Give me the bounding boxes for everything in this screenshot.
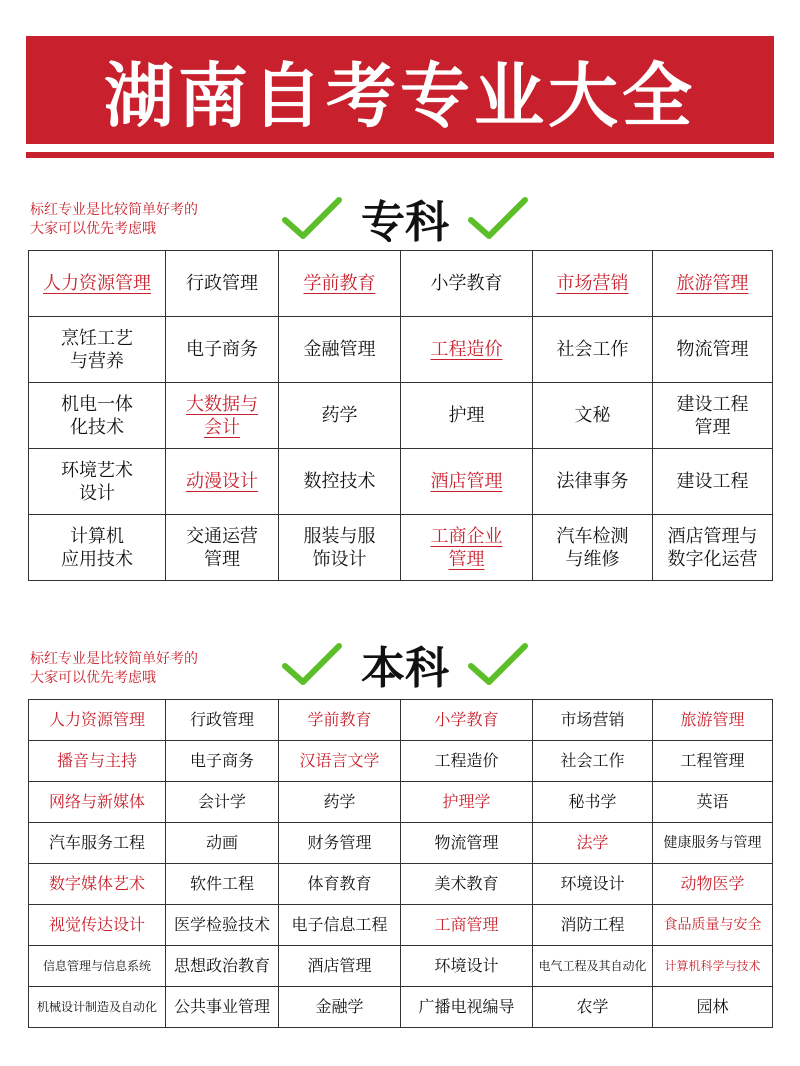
- zhuanke-major-table: [28, 250, 773, 581]
- major-name: 消防工程: [560, 915, 625, 934]
- major-cell: [279, 741, 401, 782]
- major-name: 工程管理: [680, 751, 745, 770]
- major-name: 社会工作: [560, 751, 625, 770]
- major-cell: [166, 782, 279, 823]
- major-cell: [279, 700, 401, 741]
- major-cell: [401, 905, 533, 946]
- major-cell: [653, 251, 773, 317]
- benke-note-line2: 大家可以优先考虑哦: [30, 670, 156, 686]
- major-cell: [653, 987, 773, 1028]
- major-cell: [279, 383, 401, 449]
- benke-heading: [270, 634, 540, 694]
- major-name: 体育教育: [307, 874, 372, 893]
- major-name: 会计学: [197, 792, 246, 811]
- major-cell: [533, 864, 653, 905]
- zhuanke-note: [30, 201, 250, 239]
- major-cell: [29, 946, 166, 987]
- major-name: 人力资源管理: [43, 273, 151, 294]
- major-name: 汉语言文学: [299, 751, 380, 770]
- major-cell: [29, 823, 166, 864]
- major-cell: [653, 823, 773, 864]
- major-name: 汽车服务工程: [48, 833, 145, 852]
- table-row: [29, 823, 773, 864]
- major-name: 环境设计: [434, 956, 499, 975]
- table-row: [29, 864, 773, 905]
- major-cell: [166, 700, 279, 741]
- major-name: 小学教育: [434, 710, 499, 729]
- major-cell: [401, 317, 533, 383]
- major-name: 药学: [323, 792, 356, 811]
- major-cell: [166, 251, 279, 317]
- major-cell: [29, 741, 166, 782]
- major-name: 文秘: [574, 405, 611, 426]
- major-cell: [166, 515, 279, 581]
- major-name: 学前教育: [307, 710, 372, 729]
- major-name: 行政管理: [186, 273, 258, 294]
- major-cell: [29, 383, 166, 449]
- major-name: 交通运营: [186, 525, 258, 547]
- major-cell: [653, 317, 773, 383]
- check-icon: [281, 642, 343, 686]
- check-icon: [467, 196, 529, 240]
- major-name: 药学: [321, 405, 358, 426]
- major-cell: [401, 987, 533, 1028]
- major-name: 数控技术: [303, 471, 376, 492]
- table-row: [29, 782, 773, 823]
- major-name: 汽车检测: [556, 525, 629, 547]
- major-cell: [279, 823, 401, 864]
- major-name: 酒店管理: [307, 956, 372, 975]
- major-cell: [279, 946, 401, 987]
- major-name: 思想政治教育: [173, 956, 270, 975]
- major-name: 工商企业: [430, 525, 503, 547]
- major-name: 应用技术: [61, 548, 133, 570]
- major-name: 金融管理: [303, 339, 376, 360]
- major-cell: [401, 823, 533, 864]
- major-cell: [29, 317, 166, 383]
- major-name: 计算机科学与技术: [664, 959, 761, 973]
- major-name: 服装与服: [303, 525, 376, 547]
- major-name: 管理: [694, 416, 731, 438]
- major-cell: [533, 946, 653, 987]
- major-name: 公共事业管理: [173, 997, 270, 1016]
- major-cell: [533, 449, 653, 515]
- major-cell: [29, 864, 166, 905]
- major-name: 管理: [204, 548, 240, 570]
- major-name: 大数据与: [186, 393, 258, 415]
- major-name: 财务管理: [307, 833, 372, 852]
- major-cell: [653, 383, 773, 449]
- major-name: 建设工程: [676, 393, 749, 415]
- major-name: 人力资源管理: [48, 710, 145, 729]
- major-cell: [279, 987, 401, 1028]
- zhuanke-label: 专科: [361, 197, 449, 248]
- major-cell: [533, 700, 653, 741]
- table-row: [29, 987, 773, 1028]
- major-cell: [533, 317, 653, 383]
- major-cell: [533, 251, 653, 317]
- major-name: 学前教育: [303, 273, 376, 294]
- major-cell: [401, 741, 533, 782]
- major-name: 行政管理: [189, 710, 254, 729]
- benke-major-table: [28, 699, 773, 1028]
- major-cell: [166, 741, 279, 782]
- major-name: 法学: [576, 833, 609, 852]
- major-cell: [29, 449, 166, 515]
- major-cell: [166, 317, 279, 383]
- major-cell: [401, 449, 533, 515]
- table-row: [29, 946, 773, 987]
- major-cell: [653, 905, 773, 946]
- zhuanke-note-line2: 大家可以优先考虑哦: [30, 221, 156, 237]
- table-row: [29, 251, 773, 317]
- major-name: 播音与主持: [56, 751, 137, 770]
- table-row: [29, 515, 773, 581]
- major-cell: [166, 449, 279, 515]
- major-name: 酒店管理: [430, 471, 503, 492]
- major-name: 法律事务: [556, 471, 629, 492]
- major-cell: [401, 700, 533, 741]
- major-cell: [166, 946, 279, 987]
- major-name: 园林: [696, 997, 729, 1016]
- major-cell: [29, 251, 166, 317]
- major-cell: [166, 905, 279, 946]
- major-name: 护理学: [442, 792, 491, 811]
- major-name: 旅游管理: [676, 273, 749, 294]
- check-icon: [281, 196, 343, 240]
- major-name: 旅游管理: [680, 710, 745, 729]
- major-cell: [29, 987, 166, 1028]
- major-name: 小学教育: [430, 273, 503, 294]
- major-cell: [653, 946, 773, 987]
- major-cell: [401, 251, 533, 317]
- table-row: [29, 700, 773, 741]
- major-name: 烹饪工艺: [61, 327, 133, 349]
- table-row: [29, 317, 773, 383]
- major-name: 数字化运营: [667, 548, 758, 570]
- major-name: 建设工程: [676, 471, 749, 492]
- zhuanke-heading: [270, 188, 540, 248]
- major-name: 视觉传达设计: [48, 915, 145, 934]
- major-name: 工商管理: [434, 915, 499, 934]
- table-row: [29, 383, 773, 449]
- major-name: 与维修: [565, 548, 620, 570]
- major-cell: [653, 515, 773, 581]
- major-name: 市场营销: [560, 710, 625, 729]
- major-cell: [653, 741, 773, 782]
- major-cell: [533, 823, 653, 864]
- major-name: 电气工程及其自动化: [538, 959, 647, 973]
- major-name: 食品质量与安全: [663, 917, 762, 933]
- major-name: 动画: [205, 833, 238, 852]
- major-cell: [401, 782, 533, 823]
- major-cell: [29, 782, 166, 823]
- major-name: 医学检验技术: [173, 915, 270, 934]
- title-banner: [26, 36, 774, 144]
- major-name: 物流管理: [676, 339, 749, 360]
- major-name: 会计: [204, 416, 240, 438]
- major-cell: [533, 741, 653, 782]
- title-underline: [26, 152, 774, 158]
- major-name: 信息管理与信息系统: [42, 959, 151, 973]
- zhuanke-note-line1: 标红专业是比较简单好考的: [30, 202, 198, 218]
- major-cell: [279, 515, 401, 581]
- major-cell: [401, 864, 533, 905]
- major-name: 化技术: [70, 416, 124, 438]
- major-name: 市场营销: [556, 273, 629, 294]
- major-name: 机械设计制造及自动化: [36, 1000, 157, 1014]
- major-cell: [401, 515, 533, 581]
- check-icon: [467, 642, 529, 686]
- major-cell: [533, 515, 653, 581]
- major-name: 秘书学: [568, 792, 617, 811]
- major-name: 数字媒体艺术: [48, 874, 145, 893]
- major-name: 电子商务: [186, 339, 258, 360]
- major-cell: [166, 383, 279, 449]
- major-cell: [166, 987, 279, 1028]
- major-name: 环境设计: [560, 874, 625, 893]
- major-cell: [279, 864, 401, 905]
- benke-label: 本科: [361, 643, 449, 694]
- major-cell: [533, 383, 653, 449]
- major-name: 与营养: [70, 350, 124, 372]
- major-cell: [653, 700, 773, 741]
- major-name: 动物医学: [680, 874, 745, 893]
- major-name: 工程造价: [430, 339, 503, 360]
- major-name: 美术教育: [434, 874, 499, 893]
- major-cell: [279, 449, 401, 515]
- major-cell: [29, 905, 166, 946]
- benke-note-line1: 标红专业是比较简单好考的: [30, 651, 198, 667]
- table-row: [29, 741, 773, 782]
- major-name: 物流管理: [434, 833, 499, 852]
- major-name: 农学: [576, 997, 609, 1016]
- benke-note: [30, 650, 250, 688]
- major-cell: [653, 864, 773, 905]
- major-cell: [401, 383, 533, 449]
- major-cell: [166, 823, 279, 864]
- major-name: 健康服务与管理: [663, 835, 762, 851]
- major-name: 软件工程: [189, 874, 254, 893]
- major-cell: [279, 905, 401, 946]
- major-name: 护理: [448, 405, 485, 426]
- major-name: 机电一体: [61, 393, 133, 415]
- major-name: 计算机: [70, 525, 124, 547]
- page-title: 湖南自考专业大全: [104, 54, 696, 137]
- major-name: 工程造价: [434, 751, 499, 770]
- major-name: 饰设计: [312, 548, 367, 570]
- table-row: [29, 449, 773, 515]
- major-name: 动漫设计: [186, 471, 258, 492]
- major-cell: [533, 905, 653, 946]
- major-name: 社会工作: [556, 339, 629, 360]
- major-cell: [533, 987, 653, 1028]
- major-name: 电子信息工程: [291, 915, 388, 934]
- major-name: 设计: [79, 482, 115, 504]
- major-name: 电子商务: [189, 751, 254, 770]
- major-name: 广播电视编导: [418, 997, 515, 1016]
- table-row: [29, 905, 773, 946]
- major-cell: [401, 946, 533, 987]
- major-cell: [166, 864, 279, 905]
- major-cell: [653, 782, 773, 823]
- major-cell: [279, 251, 401, 317]
- major-name: 管理: [448, 548, 485, 570]
- major-cell: [653, 449, 773, 515]
- major-cell: [29, 515, 166, 581]
- major-cell: [533, 782, 653, 823]
- major-name: 酒店管理与: [667, 525, 758, 547]
- major-name: 环境艺术: [61, 459, 133, 481]
- major-cell: [279, 782, 401, 823]
- major-name: 网络与新媒体: [48, 792, 145, 811]
- major-name: 金融学: [315, 997, 364, 1016]
- major-cell: [29, 700, 166, 741]
- major-name: 英语: [696, 792, 729, 811]
- major-cell: [279, 317, 401, 383]
